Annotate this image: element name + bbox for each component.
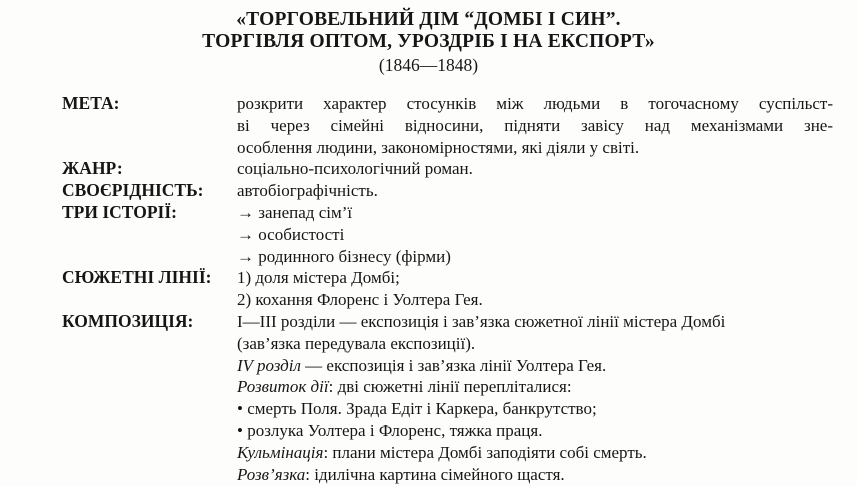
row-text	[237, 442, 833, 464]
publication-years: (1846—1848)	[378, 55, 479, 75]
text-segment: 1) доля містера Домбі;	[237, 268, 400, 288]
outline-row	[0, 115, 857, 137]
outline-row	[0, 311, 857, 333]
row-label: МЕТА:	[62, 93, 120, 113]
text-segment: → особистості	[237, 224, 345, 244]
text-segment: автобіографічність.	[237, 181, 378, 201]
row-text	[237, 267, 833, 289]
outline-row	[0, 420, 857, 442]
text-segment: Розв’язка	[237, 464, 306, 484]
row-text	[237, 464, 833, 486]
row-text	[237, 93, 833, 115]
row-text	[237, 333, 833, 355]
text-segment: → занепад сім’ї	[237, 202, 353, 222]
outline-row	[0, 158, 857, 180]
title-block	[0, 0, 857, 76]
outline-row	[0, 398, 857, 420]
row-label: ТРИ ІСТОРІЇ:	[62, 201, 177, 222]
outline	[0, 93, 857, 485]
row-text	[237, 158, 833, 180]
text-segment: — експозиція і зав’язка лінії Уолтера Гея.	[300, 355, 607, 375]
row-label: ЖАНР:	[62, 158, 123, 179]
row-text	[237, 202, 833, 224]
text-segment: I—III розділи — експозиція і зав’язка сюжетної лінії містера Домбі	[237, 311, 726, 331]
page-title-line-1: «ТОРГОВЕЛЬНИЙ ДІМ “ДОМБІ І СИН”.	[236, 9, 621, 30]
outline-row	[0, 289, 857, 311]
row-label: СВОЄРІДНІСТЬ:	[62, 180, 204, 201]
outline-row	[0, 202, 857, 224]
text-segment: • смерть Поля. Зрада Едіт і Каркера, банкрутство;	[237, 399, 597, 419]
outline-row	[0, 180, 857, 202]
outline-row	[0, 267, 857, 289]
row-text	[237, 398, 833, 420]
row-text	[237, 246, 833, 268]
text-segment: (зав’язка передувала експозиції).	[237, 333, 476, 353]
row-text	[237, 420, 833, 442]
row-label: КОМПОЗИЦІЯ:	[62, 310, 194, 331]
text-segment: : дві сюжетні лінії перепліталися:	[328, 377, 572, 397]
text-segment: Розвиток дії	[237, 377, 329, 397]
outline-row	[0, 246, 857, 268]
row-text	[237, 180, 833, 202]
row-text	[237, 137, 833, 159]
text-segment: розкрити характер стосунків між людьми в тогочасному суспільст-	[237, 94, 833, 113]
page-title-line-2: ТОРГІВЛЯ ОПТОМ, УРОЗДРІБ І НА ЕКСПОРТ»	[202, 31, 655, 52]
row-text	[237, 224, 833, 246]
text-segment: Кульмінація	[237, 442, 324, 462]
text-segment: ві через сімейні відносини, підняти завісу над механізмами зне-	[237, 115, 833, 135]
row-text	[237, 376, 833, 398]
text-segment: 2) кохання Флоренс і Уолтера Гея.	[237, 290, 483, 310]
row-text	[237, 311, 833, 333]
outline-row	[0, 376, 857, 398]
outline-row	[0, 464, 857, 486]
row-text	[237, 289, 833, 311]
text-segment: : ідилічна картина сімейного щастя.	[305, 464, 565, 484]
text-segment: • розлука Уолтера і Флоренс, тяжка праця.	[237, 420, 543, 440]
outline-row	[0, 93, 857, 115]
outline-row	[0, 355, 857, 377]
row-label: СЮЖЕТНІ ЛІНІЇ:	[62, 267, 212, 288]
row-text	[237, 355, 833, 377]
outline-row	[0, 333, 857, 355]
text-segment: особлення людини, закономірностями, які діяли у світі.	[237, 137, 640, 157]
text-segment: соціально-психологічний роман.	[237, 159, 473, 179]
outline-row	[0, 442, 857, 464]
text-segment: IV розділ	[237, 355, 301, 375]
outline-row	[0, 137, 857, 159]
outline-row	[0, 224, 857, 246]
row-text	[237, 115, 833, 137]
text-segment: → родинного бізнесу (фірми)	[237, 246, 451, 266]
text-segment: : плани містера Домбі заподіяти собі смерть.	[323, 442, 647, 462]
